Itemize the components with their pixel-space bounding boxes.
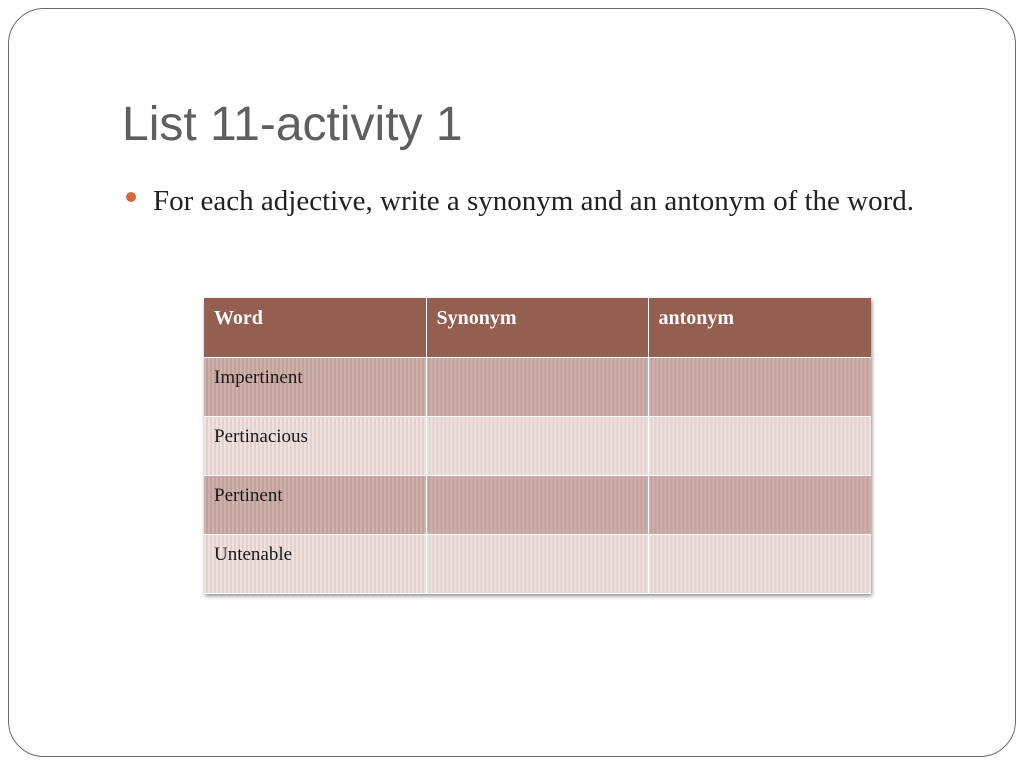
synonym-cell <box>426 416 648 475</box>
synonym-cell <box>426 534 648 593</box>
word-cell: Impertinent <box>204 357 426 416</box>
bullet-dot-icon <box>126 192 136 202</box>
column-header-antonym: antonym <box>648 298 871 357</box>
table-row <box>204 534 871 593</box>
antonym-cell <box>648 416 871 475</box>
column-header-synonym: Synonym <box>426 298 648 357</box>
synonym-cell <box>426 475 648 534</box>
word-cell: Pertinent <box>204 475 426 534</box>
column-header-word: Word <box>204 298 426 357</box>
table-row <box>204 357 871 416</box>
bullet-text: For each adjective, write a synonym and an antonym of the word. <box>153 185 915 217</box>
antonym-cell <box>648 357 871 416</box>
word-cell: Pertinacious <box>204 416 426 475</box>
vocabulary-table <box>204 298 871 594</box>
word-cell: Untenable <box>204 534 426 593</box>
slide-title: List 11-activity 1 <box>122 98 463 151</box>
table-header-row <box>204 298 871 357</box>
synonym-cell <box>426 357 648 416</box>
antonym-cell <box>648 475 871 534</box>
table-row <box>204 475 871 534</box>
antonym-cell <box>648 534 871 593</box>
table-row <box>204 416 871 475</box>
